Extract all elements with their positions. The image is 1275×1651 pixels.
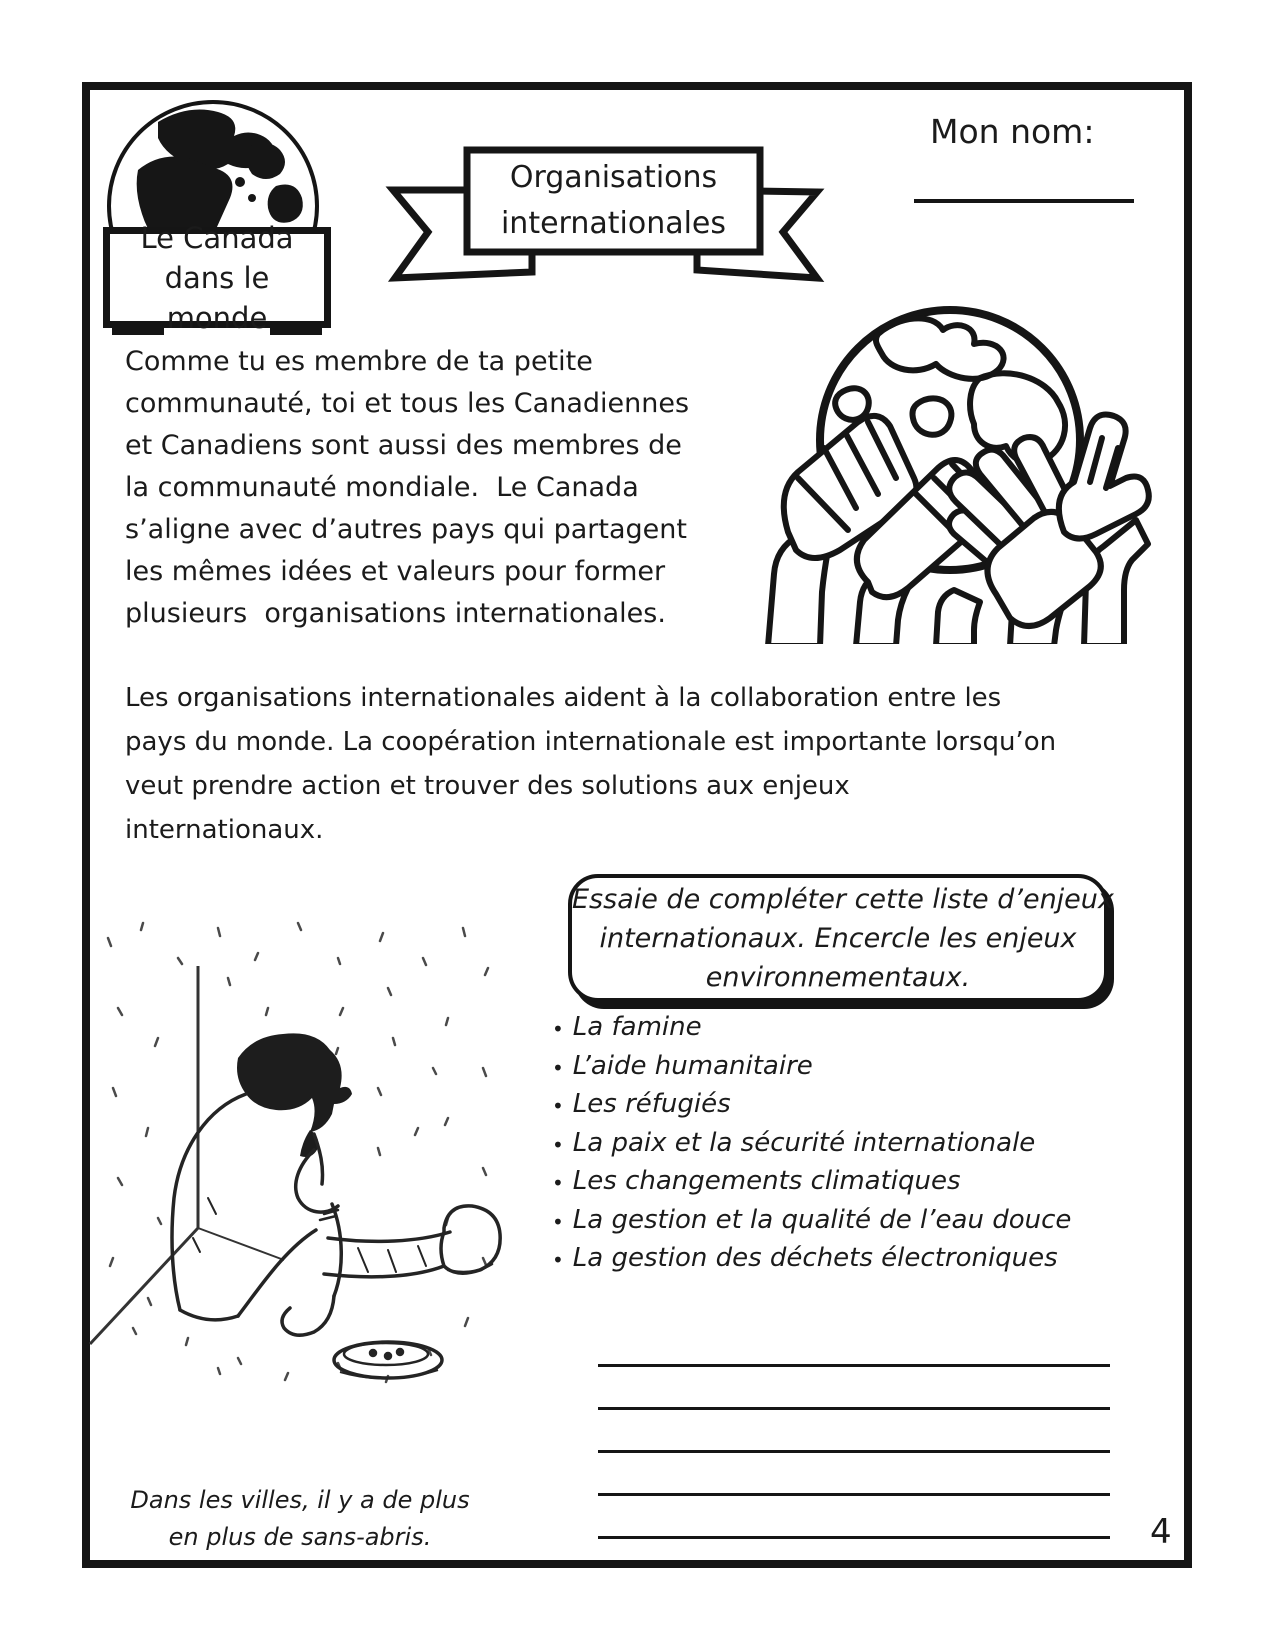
issue-label: L’aide humanitaire — [572, 1050, 813, 1081]
paragraph-line: communauté, toi et tous les Canadiennes — [125, 388, 690, 419]
bullet-icon: • — [552, 1209, 564, 1234]
intro-paragraph — [125, 341, 689, 635]
answer-lines — [598, 1324, 1110, 1539]
paragraph-line: la communauté mondiale. Le Canada — [125, 472, 639, 503]
bullet-icon: • — [552, 1094, 564, 1118]
issue-label: La gestion et la qualité de l’eau douce — [572, 1204, 1072, 1235]
answer-blank-line[interactable] — [598, 1410, 1110, 1453]
caption-line2: en plus de sans-abris. — [168, 1523, 432, 1551]
answer-blank-line[interactable] — [598, 1453, 1110, 1496]
hands-holding-globe-illustration — [728, 282, 1152, 644]
issue-label: Les réfugiés — [572, 1089, 731, 1119]
bullet-icon: • — [552, 1055, 564, 1080]
issue-item — [552, 1089, 1071, 1128]
collaboration-paragraph — [125, 676, 1056, 852]
image-caption — [108, 1482, 492, 1556]
paragraph-line: Les organisations internationales aident à la collaboration entre les — [125, 683, 1002, 713]
bullet-icon: • — [552, 1017, 564, 1041]
badge-title-line1: Le Canada — [140, 220, 294, 255]
bullet-icon: • — [552, 1171, 564, 1195]
name-blank-line[interactable] — [914, 199, 1134, 203]
paragraph-line: Comme tu es membre de ta petite — [125, 346, 593, 377]
issue-item — [552, 1243, 1071, 1282]
paragraph-line: pays du monde. La coopération internationale est importante lorsqu’on — [125, 727, 1057, 757]
issue-label: La gestion des déchets électroniques — [572, 1243, 1058, 1273]
issue-item — [552, 1012, 1071, 1051]
paragraph-line: et Canadiens sont aussi des membres de — [125, 430, 682, 461]
paragraph-line: s’aligne avec d’autres pays qui partagent — [125, 514, 687, 545]
title-line1: Organisations — [509, 160, 718, 195]
paragraph-line: internationaux. — [125, 815, 324, 845]
issues-list — [552, 1012, 1071, 1282]
name-label: Mon nom: — [930, 112, 1095, 151]
issue-item — [552, 1205, 1071, 1244]
issue-item — [552, 1051, 1071, 1090]
issue-item — [552, 1166, 1071, 1205]
worksheet-title — [467, 152, 760, 250]
page-number: 4 — [1150, 1512, 1172, 1552]
instruction-line: Essaie de compléter cette liste d’enjeux — [572, 883, 1114, 915]
answer-blank-line[interactable] — [598, 1324, 1110, 1367]
issue-label: Les changements climatiques — [572, 1166, 961, 1196]
issue-label: La paix et la sécurité internationale — [572, 1127, 1036, 1158]
caption-line1: Dans les villes, il y a de plus — [130, 1486, 470, 1514]
issue-label: La famine — [572, 1012, 702, 1042]
homeless-person-with-bowl-illustration — [88, 898, 512, 1390]
paragraph-line: veut prendre action et trouver des solutions aux enjeux — [125, 771, 850, 801]
title-line2: internationales — [500, 206, 727, 241]
answer-blank-line[interactable] — [598, 1367, 1110, 1410]
paragraph-line: plusieurs organisations internationales. — [125, 598, 666, 629]
instruction-box — [568, 874, 1114, 1002]
bullet-icon: • — [552, 1248, 564, 1272]
answer-blank-line[interactable] — [598, 1496, 1110, 1539]
unit-badge — [103, 220, 331, 335]
bullet-icon: • — [552, 1132, 564, 1157]
paragraph-line: les mêmes idées et valeurs pour former — [125, 556, 666, 587]
badge-title-line2: dans le monde — [164, 260, 270, 335]
instruction-line: environnementaux. — [705, 961, 971, 993]
instruction-line: internationaux. Encercle les enjeux — [599, 922, 1077, 954]
issue-item — [552, 1128, 1071, 1167]
